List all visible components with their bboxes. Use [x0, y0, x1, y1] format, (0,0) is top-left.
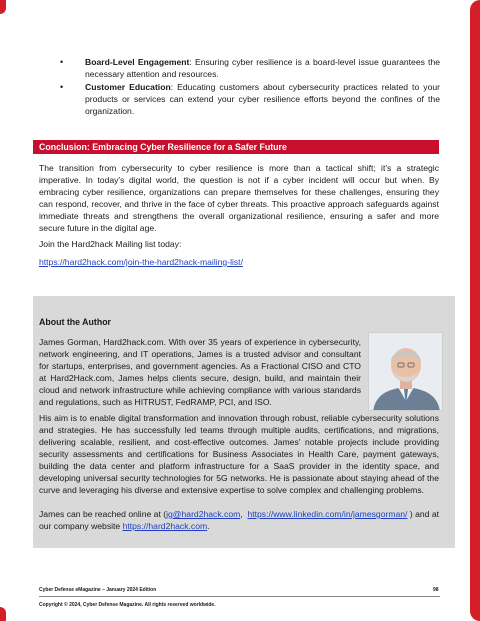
contact-mid: ) and at our company website — [39, 509, 439, 531]
author-email-link[interactable]: jg@hard2hack.com — [166, 509, 241, 519]
bullet-icon: • — [60, 82, 64, 92]
footer-divider — [39, 596, 440, 597]
contact-separator: , — [240, 509, 246, 519]
author-bio-intro: James Gorman, Hard2hack.com. With over 35 years of experience in cybersecurity, network engineering, and IT operations, James is a trusted advisor and consultant for startups, enterprises, and government agencies. As a Fractional CISO and CTO at Hard2Hack.com, James helps clients secure, design, build, and maintain their cloud and network infrastructure while achieving compliance with various standards and regulations, such as HITRUST, FedRAMP, PCI, and ISO. — [39, 337, 361, 407]
author-heading: About the Author — [39, 317, 111, 327]
bullet-icon: • — [60, 57, 64, 67]
page-frame-right — [470, 0, 480, 621]
author-bio-detail: His aim is to enable digital transformation and innovation through robust, reliable cybersecurity solutions and strategies. He has successfully led teams through multiple audits, certifications, and migrations, delivering scalable, resilient, and cost-effective outcomes. James' notable projects include providing security assessments and certifications for Business Associates in Health Care, payment gateways, building the data center and platform infrastructure for a SaaS provider in the identity space, and developing universal security technologies for 5G networks. He is passionate about staying ahead of the curve and leveraging his diverse and extensive expertise to solve complex and challenging problems. — [39, 413, 439, 495]
contact-prefix: James can be reached online at ( — [39, 509, 167, 519]
contact-end: . — [207, 521, 210, 531]
mailing-list-link[interactable]: https://hard2hack.com/join-the-hard2hack-mailing-list/ — [39, 257, 243, 267]
conclusion-paragraph: The transition from cybersecurity to cyber resilience is more than a tactical shift; it's a strategic imperative. In today's digital world, the question is not if a cyber incident will occur but when. By embracing cyber resilience, organizations can prepare themselves for these challenges, ensuring they can respond, recover, and thrive in the face of cyber threats. This proactive approach safeguards against immediate threats and strengthens the overall organizational resilience, ensuring a safer and more secure future in the digital age. — [39, 163, 439, 233]
author-contact — [39, 508, 439, 532]
bullet-text: : Ensuring cyber resilience is a board-level issue guarantees the necessary attention and resources. — [85, 57, 441, 79]
page-frame-corner-bottom — [0, 607, 6, 621]
footer-copyright: Copyright © 2024, Cyber Defense Magazine. All rights reserved worldwide. — [39, 602, 216, 608]
list-item — [55, 56, 440, 80]
company-website-link[interactable]: https://hard2hack.com — [122, 521, 208, 531]
bullet-text: : Educating customers about cybersecurity practices related to your products or services can extend your cyber resilience efforts beyond the confines of the organization. — [85, 82, 440, 116]
author-portrait-image — [369, 333, 443, 411]
mailing-list-prompt: Join the Hard2hack Mailing list today: — [39, 239, 182, 249]
bullet-term: Customer Education — [85, 82, 171, 92]
author-photo — [368, 332, 443, 411]
footer-edition: Cyber Defense eMagazine – January 2024 Edition — [39, 587, 157, 593]
author-linkedin-link[interactable]: https://www.linkedin.com/in/jamesgorman/ — [247, 509, 408, 519]
page-frame-corner-top — [0, 0, 6, 14]
bullet-term: Board-Level Engagement — [85, 57, 190, 67]
list-item — [55, 81, 440, 117]
conclusion-heading: Conclusion: Embracing Cyber Resilience for a Safer Future — [33, 140, 439, 154]
recommendation-list — [55, 56, 440, 118]
page-number: 98 — [433, 587, 439, 593]
